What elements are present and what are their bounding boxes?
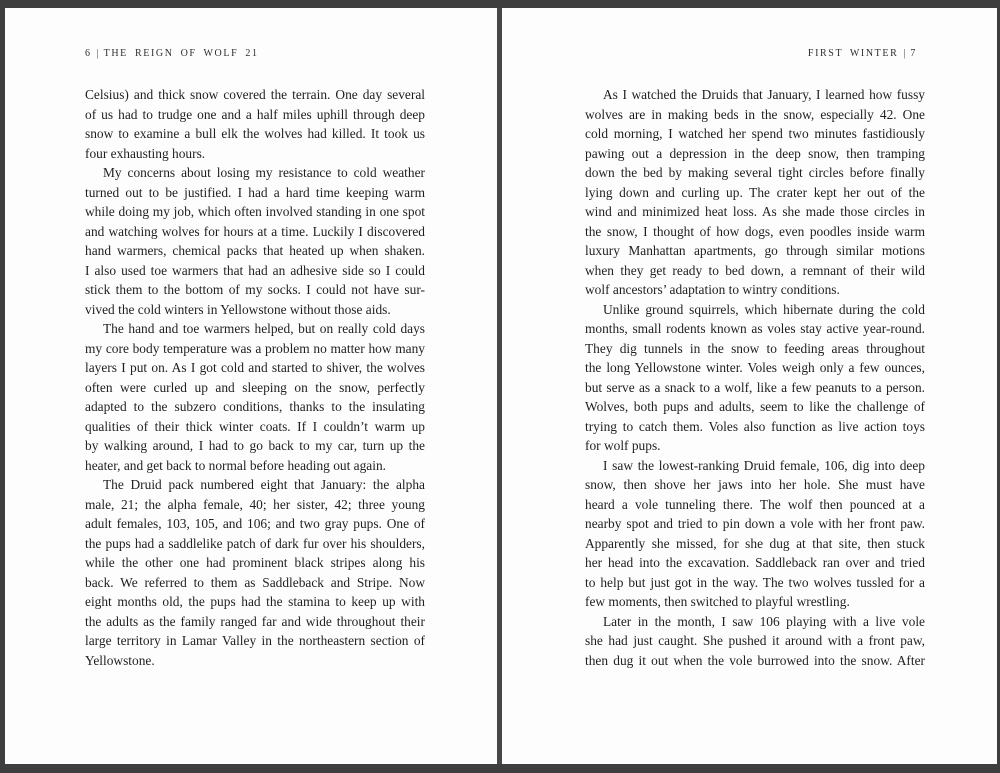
text-line: back. We referred to them as Saddleback and Stripe. Now xyxy=(85,574,425,590)
text-line: down the bed by making several tight circles before finally xyxy=(585,165,925,180)
text-line: while the other one had prominent black stripes along his xyxy=(85,555,425,570)
text-line: trying to catch them. Voles also function as live action toys xyxy=(585,418,925,434)
text-line: They dig tunnels in the snow to feeding areas throughout xyxy=(585,340,925,356)
text-line: of us had to trudge one and a half miles uphill through deep xyxy=(85,106,425,122)
text-line: stick them to the bottom of my socks. I could not have sur- xyxy=(85,282,425,297)
header-separator: | xyxy=(96,48,99,59)
text-line: Wolves, both pups and adults, seem to like the challenge of xyxy=(585,399,925,414)
text-line: turned out to be justified. I had a hard time keeping warm xyxy=(85,184,425,200)
text-line: Later in the month, I saw 106 playing with a live vole xyxy=(603,613,925,629)
text-line: pawing out a depression in the deep snow, then tramping xyxy=(585,145,925,161)
book-title: THE REIGN OF WOLF 21 xyxy=(103,48,259,59)
text-line: hand warmers, chemical packs that heated up when shaken. xyxy=(85,243,425,258)
text-line: my core body temperature was a problem no matter how many xyxy=(85,340,425,356)
text-line: she had just caught. She pushed it around with a front paw, xyxy=(585,633,925,648)
text-line: by walking around, I had to go back to my car, turn up the xyxy=(85,438,425,453)
text-line: the long Yellowstone winter. Voles weigh only a few ounces, xyxy=(585,360,925,375)
text-line: eight months old, the pups had the stamina to keep up with xyxy=(85,594,425,609)
page-number-right: 7 xyxy=(910,48,917,59)
text-line: qualities of their thick winter coats. If I couldn’t warm up xyxy=(85,418,425,434)
text-line: when they get ready to bed down, a remnant of their wild xyxy=(585,262,925,278)
text-line: lying down and curling up. The crater kept her out of the xyxy=(585,184,925,200)
text-line: for wolf pups. xyxy=(585,438,661,453)
running-head-left xyxy=(85,48,259,59)
text-line: few moments, then switched to playful wrestling. xyxy=(585,594,850,609)
text-line: I saw the lowest-ranking Druid female, 106, dig into deep xyxy=(603,457,925,473)
text-line: The hand and toe warmers helped, but on really cold days xyxy=(103,321,425,336)
text-line: then dug it out when the vole burrowed into the snow. After xyxy=(585,652,925,668)
text-line: the snow, I thought of how dogs, even poodles inside warm xyxy=(585,223,925,239)
text-line: I also used toe warmers that had an adhesive side so I could xyxy=(85,262,425,278)
text-line: heater, and get back to normal before heading out again. xyxy=(85,457,387,473)
text-line: Yellowstone. xyxy=(85,652,155,668)
text-line: male, 21; the alpha female, 40; her sister, 42; three young xyxy=(85,496,425,512)
page-gutter-divider xyxy=(497,8,502,764)
text-line: large territory in Lamar Valley in the northeastern section of xyxy=(85,633,425,648)
text-line: her head into the excavation. Saddleback ran over and tried xyxy=(585,555,925,570)
page-body-left xyxy=(85,85,425,670)
chapter-title: FIRST WINTER xyxy=(807,48,899,59)
text-line: Apparently she missed, for she dug at that site, then stuck xyxy=(585,535,925,551)
text-line: and watching wolves for hours at a time. Luckily I discovered xyxy=(85,223,425,239)
text-line: heard a vole tunneling there. The wolf then pounced at a xyxy=(585,496,925,512)
text-line: layers I put on. As I got cold and started to shiver, the wolves xyxy=(85,360,425,375)
text-line: snow to examine a bull elk the wolves had killed. It took us xyxy=(85,126,425,141)
text-line: snow, then shove her jaws into her hole. She must have xyxy=(585,477,925,492)
page-number-left: 6 xyxy=(85,48,92,59)
text-line: vived the cold winters in Yellowstone without those aids. xyxy=(85,301,391,317)
text-line: The Druid pack numbered eight that January: the alpha xyxy=(103,477,425,492)
text-line: My concerns about losing my resistance to cold weather xyxy=(103,165,425,180)
page-body-right xyxy=(585,85,925,670)
text-line: to help but just got in the way. The two wolves tussled for a xyxy=(585,574,925,590)
running-head-right xyxy=(808,48,917,59)
text-line: cold morning, I watched her spend two minutes fastidiously xyxy=(585,126,925,141)
text-line: while doing my job, which often involved standing in one spot xyxy=(85,204,425,219)
text-line: but serve as a snack to a wolf, like a few peanuts to a person. xyxy=(585,379,925,395)
text-line: adapted to the subzero conditions, thanks to the insulating xyxy=(85,399,425,414)
text-line: the pups had a saddlelike patch of dark fur over his shoulders, xyxy=(85,535,425,551)
text-line: Unlike ground squirrels, which hibernate during the cold xyxy=(603,301,925,317)
text-line: nearby spot and tried to pin down a vole with her front paw. xyxy=(585,516,925,531)
text-line: the adults as the family ranged far and wide throughout their xyxy=(85,613,425,629)
text-line: As I watched the Druids that January, I learned how fussy xyxy=(603,87,925,102)
text-line: often were curled up and sleeping on the snow, perfectly xyxy=(85,379,425,395)
text-line: wind and minimized heat loss. As she made those circles in xyxy=(585,204,925,219)
text-line: months, small rodents known as voles stay active year-round. xyxy=(585,321,925,336)
text-line: wolves are in making beds in the snow, especially 42. One xyxy=(585,106,925,122)
text-line: wolf ancestors’ adaptation to wintry conditions. xyxy=(585,282,840,297)
header-separator: | xyxy=(903,48,906,59)
text-line: adult females, 103, 105, and 106; and two gray pups. One of xyxy=(85,516,425,531)
text-line: luxury Manhattan apartments, go through similar motions xyxy=(585,243,925,258)
text-line: Celsius) and thick snow covered the terrain. One day several xyxy=(85,87,425,102)
text-line: four exhausting hours. xyxy=(85,145,206,161)
